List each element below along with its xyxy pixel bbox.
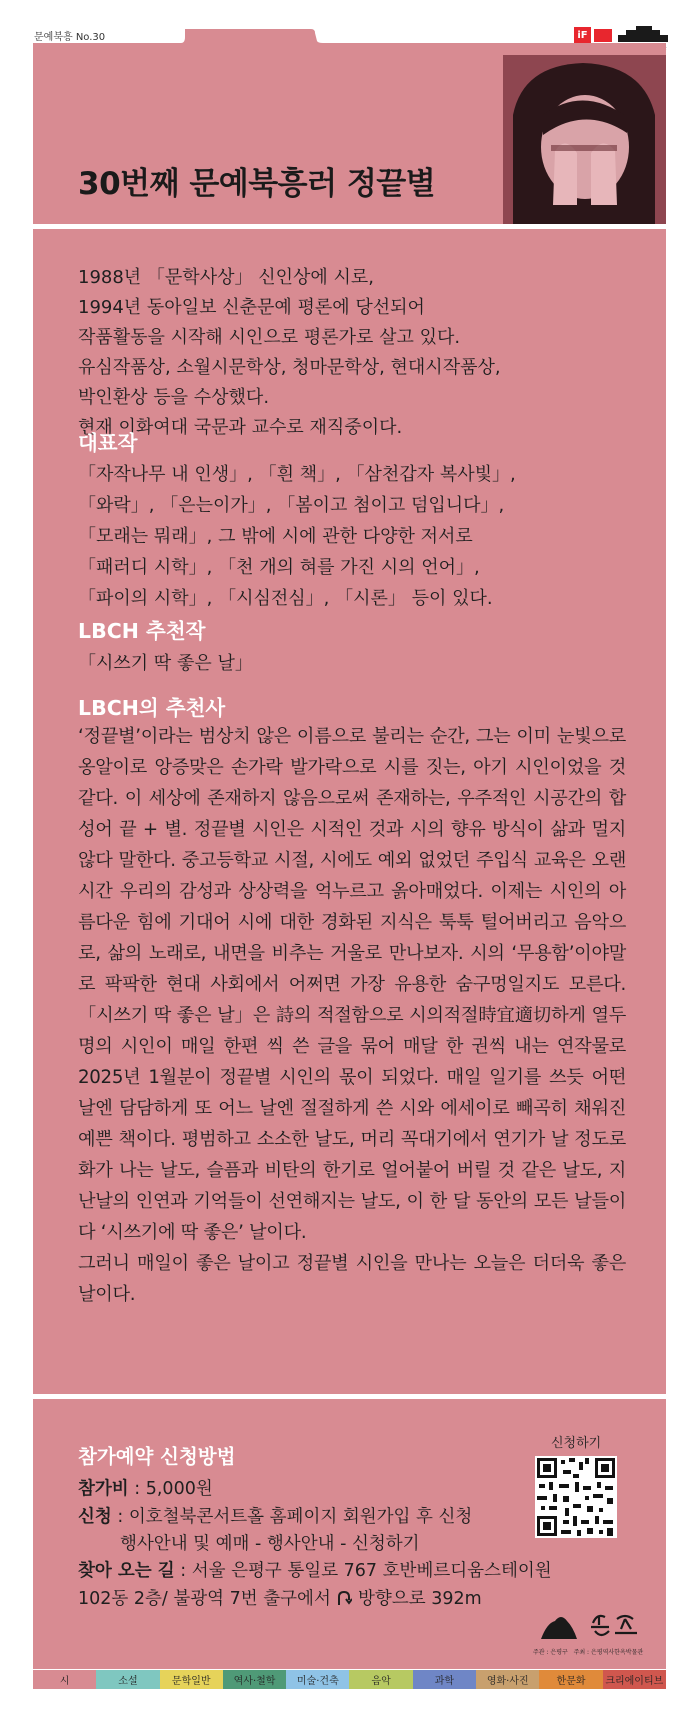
- works-heading: 대표작: [78, 431, 138, 455]
- poet-bio: [78, 263, 628, 443]
- recommendation-body: ‘정끝별’이라는 범상치 않은 이름으로 불리는 순간, 그는 이미 눈빛으로 옹알이로 앙증맞은 손가락 발가락으로 시를 짓는, 아기 시인이었을 것 같다. 이 세상에 존재하지 않음으로써 존재하는, 우주적인 시공간의 합성어 끝 + 별. 정끝별 시인은 시적인 것과 시의 향유 방식이 삶과 멀지 않다 말한다. 중고등학교 시절, 시에도 예외 없었던 주입식 교육은 오랜 시간 우리의 감성과 상상력을 억누르고 옭아매었다. 이제는 시인의 아름다운 힘에 기대어 시에 대한 경화된 지식은 툭툭 털어버리고 음악으로, 삶의 노래로, 내면을 비추는 거울로 만나보자. 시의 ‘무용함’이야말로 팍팍한 현대 사회에서 어쩌면 가장 유용한 숨구멍일지도 모른다. 「시쓰기 딱 좋은 날」은 詩의 적절함으로 시의적절時宜適切하게 열두명의 시인이 매일 한편 씩 쓴 글을 묶어 매달 한 권씩 내는 연작물로 2025년 1월분이 정끝별 시인의 몫이 되었다. 매일 일기를 쓰듯 어떤 날엔 담담하게 또 어느 날엔 절절하게 쓴 시와 에세이로 빼곡히 채워진 예쁜 책이다. 평범하고 소소한 날도, 머리 꼭대기에서 연기가 날 정도로 화가 나는 날도, 슬픔과 비탄의 한기로 얼어붙어 버릴 것 같은 날도, 지난날의 인연과 기억들이 선연해지는 날도, 이 한 달 동안의 모든 날들이 다 ‘시쓰기에 딱 좋은’ 날이다.: [78, 726, 626, 1243]
- content-panel: [33, 229, 666, 1394]
- organizer-text: 주최 : 은평역사한옥박물관: [573, 1649, 644, 1656]
- poet-photo: [503, 55, 666, 224]
- bio-line: 1988년 「문학사상」 신인상에 시로,: [78, 267, 374, 288]
- recommendation-text: [78, 721, 626, 1310]
- apply-value: : 이호철북콘서트홀 홈페이지 회원가입 후 신청: [111, 1507, 473, 1527]
- works-line: 「패러디 시학」, 「천 개의 혀를 가진 시의 언어」,: [78, 557, 480, 578]
- category-korean-culture: 한문화: [539, 1670, 602, 1689]
- recommended-heading: LBCH 추천작: [78, 619, 206, 643]
- works-line: 「모래는 뭐래」, 그 밖에 시에 관한 다양한 저서로: [78, 526, 473, 547]
- qr-label: 신청하기: [551, 1436, 602, 1451]
- bio-line: 박인환상 등을 수상했다.: [78, 387, 270, 408]
- page-title: 30번째 문예북흥러 정끝별: [78, 166, 436, 202]
- directions-distance: 방향으로 392m: [358, 1589, 482, 1609]
- apply-steps: 행사안내 및 예매 - 행사안내 - 신청하기: [120, 1534, 420, 1554]
- recommended-work: 「시쓰기 딱 좋은 날」: [78, 653, 253, 674]
- directions-value: : 서울 은평구 통일로 767 호반베르디움스테이원: [174, 1561, 552, 1581]
- registration-qr-code[interactable]: [535, 1456, 617, 1538]
- organizer-logo-icons: [533, 1609, 663, 1645]
- bio-line: 현재 이화여대 국문과 교수로 재직중이다.: [78, 417, 403, 438]
- host-text: 주관 : 은평구: [533, 1649, 568, 1656]
- works-line: 「자작나무 내 인생」, 「흰 책」, 「삼천갑자 복사빛」,: [78, 464, 516, 485]
- bio-line: 1994년 동아일보 신춘문예 평론에 당선되어: [78, 297, 425, 318]
- fee-label: 참가비: [78, 1479, 129, 1499]
- category-creative: 크리에이티브: [603, 1670, 666, 1689]
- works-line: 「파이의 시학」, 「시심전심」, 「시론」 등이 있다.: [78, 588, 493, 609]
- series-label: 문예북흥 No.30: [34, 32, 106, 43]
- category-bar: [33, 1670, 666, 1689]
- category-art-architecture: 미술·건축: [286, 1670, 349, 1689]
- category-science: 과학: [413, 1670, 476, 1689]
- recommendation-heading: LBCH의 추천사: [78, 696, 226, 720]
- directions-line-2: [78, 1585, 482, 1610]
- works-line: 「와락」, 「은는이가」, 「봄이고 첨이고 덤입니다」,: [78, 495, 505, 516]
- directions-exit: 102동 2층/ 불광역 7번 출구에서: [78, 1589, 331, 1609]
- reservation-panel: [33, 1399, 666, 1669]
- reservation-heading: 참가예약 신청방법: [78, 1445, 236, 1468]
- category-history-philosophy: 역사·철학: [223, 1670, 286, 1689]
- bio-line: 작품활동을 시작해 시인으로 평론가로 살고 있다.: [78, 327, 461, 348]
- if-badge: iF: [574, 27, 591, 44]
- works-list: [78, 459, 628, 614]
- poet-portrait-image: [503, 55, 666, 224]
- apply-line: [78, 1503, 472, 1528]
- category-literature: 문학일반: [160, 1670, 223, 1689]
- qr-code-icon: [535, 1456, 617, 1538]
- category-novel: 소설: [96, 1670, 159, 1689]
- directions-label: 찾아 오는 길: [78, 1561, 175, 1581]
- apply-label: 신청: [78, 1507, 112, 1527]
- fee-value: : 5,000원: [128, 1479, 213, 1499]
- fee-line: [78, 1475, 213, 1500]
- category-film-photo: 영화·사진: [476, 1670, 539, 1689]
- recommendation-closing: 그러니 매일이 좋은 날이고 정끝별 시인을 만나는 오늘은 더더욱 좋은 날이다.: [78, 1253, 626, 1305]
- organizer-logos: [533, 1609, 663, 1659]
- directions-line: [78, 1557, 552, 1582]
- bio-line: 유심작품상, 소월시문학상, 청마문학상, 현대시작품상,: [78, 357, 501, 378]
- u-turn-arrow-icon: [336, 1590, 352, 1606]
- category-music: 음악: [349, 1670, 412, 1689]
- category-poetry: 시: [33, 1670, 96, 1689]
